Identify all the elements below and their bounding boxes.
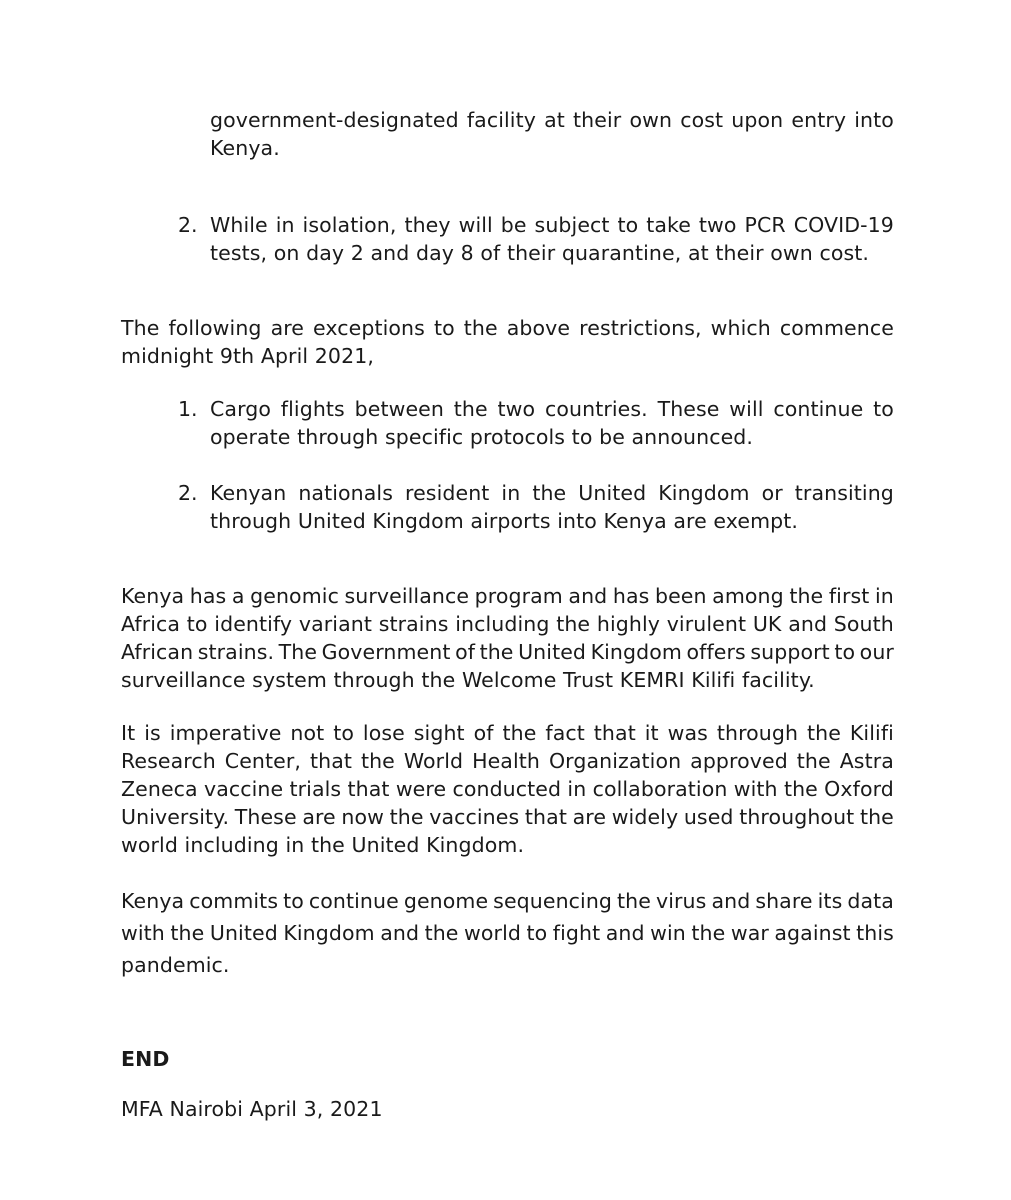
restriction-item-2-line-2: tests, on day 2 and day 8 of their quarantine, at their own cost. [210, 241, 870, 265]
paragraph-kilifi-line-5: world including in the United Kingdom. [121, 833, 525, 857]
continuation-line-2: Kenya. [210, 136, 280, 160]
paragraph-kilifi-line-1: It is imperative not to lose sight of the fact that it was through the Kilifi [121, 721, 894, 745]
exception-2-line-1: Kenyan nationals resident in the United Kingdom or transiting [210, 481, 894, 505]
continuation-line-1: government-designated facility at their own cost upon entry into [210, 108, 894, 132]
exception-2-number: 2. [178, 481, 198, 505]
paragraph-kilifi-line-3: Zeneca vaccine trials that were conducted in collaboration with the Oxford [121, 777, 894, 801]
paragraph-commit-line-1: Kenya commits to continue genome sequencing the virus and share its data [121, 889, 894, 913]
exception-1-line-1: Cargo flights between the two countries. These will continue to [210, 397, 894, 421]
paragraph-commit-line-2: with the United Kingdom and the world to fight and win the war against this [121, 921, 894, 945]
restriction-item-2-line-1: While in isolation, they will be subject to take two PCR COVID-19 [210, 213, 894, 237]
paragraph-genomic-line-3: African strains. The Government of the United Kingdom offers support to our [121, 640, 894, 664]
paragraph-genomic-line-1: Kenya has a genomic surveillance program and has been among the first in [121, 584, 894, 608]
paragraph-genomic-line-2: Africa to identify variant strains including the highly virulent UK and South [121, 612, 894, 636]
restriction-item-2-number: 2. [178, 213, 198, 237]
paragraph-commit-line-3: pandemic. [121, 953, 230, 977]
exception-1-number: 1. [178, 397, 198, 421]
exceptions-intro-line-2: midnight 9th April 2021, [121, 344, 374, 368]
exceptions-intro-line-1: The following are exceptions to the above restrictions, which commence [121, 316, 894, 340]
signoff: MFA Nairobi April 3, 2021 [121, 1097, 383, 1121]
paragraph-genomic-line-4: surveillance system through the Welcome Trust KEMRI Kilifi facility. [121, 668, 815, 692]
exception-1-line-2: operate through specific protocols to be announced. [210, 425, 754, 449]
end-marker: END [121, 1047, 170, 1071]
exception-2-line-2: through United Kingdom airports into Kenya are exempt. [210, 509, 799, 533]
paragraph-kilifi-line-2: Research Center, that the World Health Organization approved the Astra [121, 749, 894, 773]
paragraph-kilifi-line-4: University. These are now the vaccines that are widely used throughout the [121, 805, 894, 829]
